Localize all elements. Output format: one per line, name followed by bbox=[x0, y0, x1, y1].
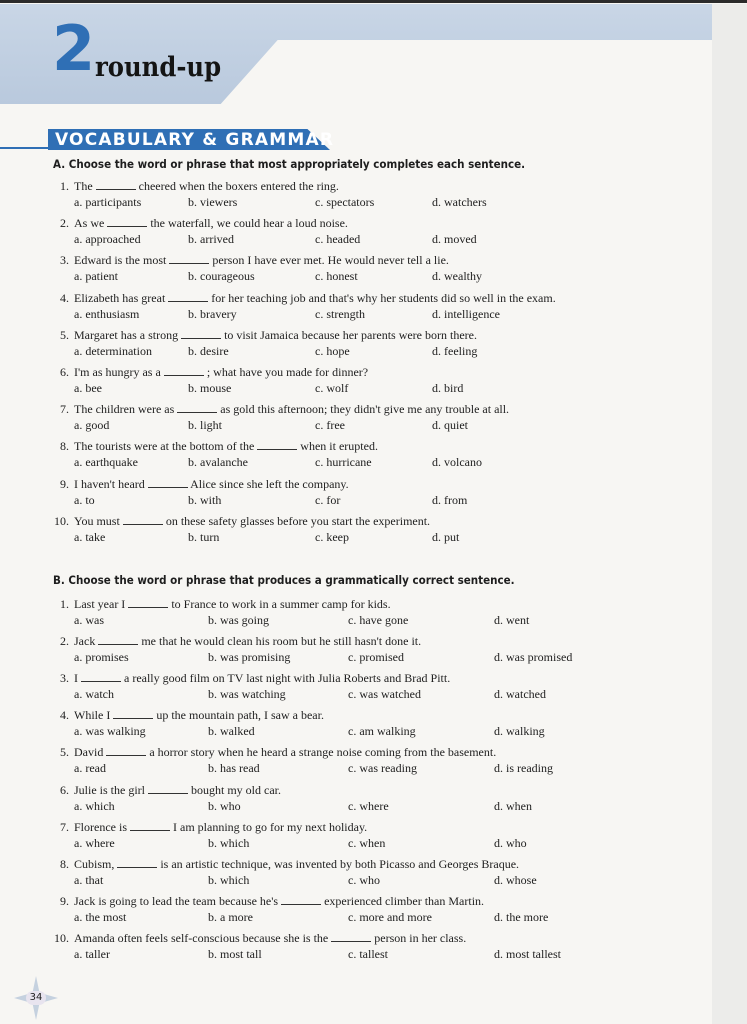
stem-before: The bbox=[74, 179, 93, 193]
option-d: d. the more bbox=[494, 909, 549, 924]
question-stem bbox=[74, 931, 466, 945]
option-b: b. was going bbox=[208, 613, 269, 627]
option-a: a. determination bbox=[74, 343, 152, 358]
option-c: c. free bbox=[315, 418, 345, 433]
option-b: b. most tall bbox=[208, 946, 262, 961]
option-c: c. am walking bbox=[348, 724, 416, 739]
question-stem bbox=[74, 708, 324, 722]
question-stem bbox=[74, 671, 450, 685]
option-c: c. strength bbox=[315, 306, 365, 321]
banner-rule bbox=[0, 147, 52, 149]
answer-blank bbox=[81, 671, 121, 682]
question-stem bbox=[74, 634, 421, 648]
answer-blank bbox=[164, 365, 204, 376]
stem-before: You must bbox=[74, 513, 120, 528]
stem-before: Amanda often feels self-conscious because she is the bbox=[74, 930, 329, 945]
answer-blank bbox=[117, 857, 157, 868]
option-a: a. bee bbox=[74, 381, 102, 395]
answer-blank bbox=[148, 477, 188, 488]
stem-after: me that he would clean his room but he still hasn't done it. bbox=[141, 634, 422, 649]
option-b: b. has read bbox=[208, 761, 260, 776]
part-a-instruction: A. Choose the word or phrase that most appropriately completes each sentence. bbox=[53, 157, 526, 171]
question-stem bbox=[74, 597, 391, 611]
option-a: a. was walking bbox=[74, 724, 146, 739]
stem-after: when it erupted. bbox=[300, 439, 378, 454]
question-number: 9. bbox=[60, 893, 69, 908]
option-a: a. was bbox=[74, 613, 104, 627]
option-b: b. walked bbox=[208, 724, 255, 739]
option-c: c. was reading bbox=[348, 761, 417, 776]
option-b: b. viewers bbox=[188, 195, 238, 209]
question-stem bbox=[74, 328, 477, 342]
option-b: b. which bbox=[208, 835, 250, 850]
stem-after: ; what have you made for dinner? bbox=[206, 365, 369, 379]
answer-blank bbox=[113, 708, 153, 719]
option-b: b. was watching bbox=[208, 687, 286, 702]
option-d: d. was promised bbox=[494, 650, 573, 665]
question-stem bbox=[74, 402, 509, 416]
stem-after: up the mountain path, I saw a bear. bbox=[156, 708, 324, 723]
option-a: a. promises bbox=[74, 650, 129, 665]
option-b: b. with bbox=[188, 492, 222, 507]
answer-blank bbox=[130, 820, 170, 831]
option-b: b. avalanche bbox=[188, 455, 248, 470]
answer-blank bbox=[98, 634, 138, 645]
stem-before: David bbox=[74, 745, 104, 760]
option-c: c. hurricane bbox=[315, 455, 372, 470]
question-item bbox=[0, 477, 747, 509]
stem-after: to France to work in a summer camp for kids. bbox=[171, 597, 391, 611]
stem-after: as gold this afternoon; they didn't give me any trouble at all. bbox=[220, 402, 510, 417]
question-item bbox=[0, 931, 747, 963]
stem-after: person I have ever met. He would never tell a lie. bbox=[212, 253, 449, 268]
section-title: VOCABULARY & GRAMMAR bbox=[55, 130, 335, 150]
question-item bbox=[0, 439, 747, 471]
question-item bbox=[0, 216, 747, 248]
option-c: c. hope bbox=[315, 343, 350, 358]
stem-after: a really good film on TV last night with Julia Roberts and Brad Pitt. bbox=[124, 671, 451, 686]
question-item bbox=[0, 857, 747, 889]
question-number: 5. bbox=[60, 745, 69, 760]
option-c: c. wolf bbox=[315, 381, 349, 395]
option-c: c. more and more bbox=[348, 909, 432, 924]
answer-blank bbox=[106, 745, 146, 756]
stem-before: As we bbox=[74, 216, 105, 231]
option-b: b. turn bbox=[188, 529, 220, 544]
option-d: d. watchers bbox=[432, 195, 487, 209]
option-c: c. spectators bbox=[315, 195, 375, 209]
option-d: d. quiet bbox=[432, 418, 468, 433]
question-item bbox=[0, 745, 747, 777]
stem-before: I haven't heard bbox=[74, 476, 145, 491]
option-d: d. most tallest bbox=[494, 946, 561, 961]
page-number-badge bbox=[14, 976, 58, 1020]
option-a: a. good bbox=[74, 418, 110, 433]
stem-after: experienced climber than Martin. bbox=[324, 893, 485, 908]
option-d: d. bird bbox=[432, 381, 464, 395]
question-number: 9. bbox=[60, 476, 69, 491]
option-a: a. earthquake bbox=[74, 455, 138, 470]
option-d: d. put bbox=[432, 529, 460, 544]
option-c: c. promised bbox=[348, 650, 404, 665]
stem-before: The children were as bbox=[74, 402, 175, 417]
question-stem bbox=[74, 894, 484, 908]
stem-before: Edward is the most bbox=[74, 253, 167, 268]
question-stem bbox=[74, 514, 430, 528]
answer-blank bbox=[177, 402, 217, 413]
option-c: c. have gone bbox=[348, 613, 409, 627]
question-number: 8. bbox=[60, 439, 69, 454]
option-a: a. enthusiasm bbox=[74, 306, 140, 321]
option-d: d. feeling bbox=[432, 343, 478, 358]
question-number: 8. bbox=[60, 856, 69, 871]
question-item bbox=[0, 402, 747, 434]
question-stem bbox=[74, 439, 378, 453]
question-number: 7. bbox=[60, 819, 69, 834]
question-number: 2. bbox=[60, 634, 69, 649]
question-stem bbox=[74, 179, 339, 193]
question-stem bbox=[74, 365, 368, 379]
question-number: 4. bbox=[60, 290, 69, 305]
option-c: c. who bbox=[348, 872, 380, 887]
answer-blank bbox=[96, 179, 136, 190]
page-number: 34 bbox=[26, 991, 46, 1005]
question-item bbox=[0, 179, 747, 211]
stem-before: Last year I bbox=[74, 597, 126, 611]
option-c: c. for bbox=[315, 492, 341, 507]
option-a: a. taller bbox=[74, 946, 110, 961]
stem-before: Jack bbox=[74, 634, 96, 649]
stem-after: bought my old car. bbox=[191, 782, 281, 797]
question-item bbox=[0, 514, 747, 546]
stem-before: Florence is bbox=[74, 819, 127, 834]
top-border bbox=[0, 0, 747, 3]
option-d: d. wealthy bbox=[432, 269, 482, 284]
answer-blank bbox=[168, 291, 208, 302]
answer-blank bbox=[107, 216, 147, 227]
stem-before: While I bbox=[74, 708, 111, 723]
question-item bbox=[0, 597, 747, 629]
option-b: b. a more bbox=[208, 909, 253, 924]
option-a: a. which bbox=[74, 798, 115, 813]
question-item bbox=[0, 328, 747, 360]
stem-before: The tourists were at the bottom of the bbox=[74, 439, 255, 454]
option-b: b. arrived bbox=[188, 232, 234, 247]
option-a: a. that bbox=[74, 872, 104, 887]
option-d: d. who bbox=[494, 835, 527, 850]
option-c: c. tallest bbox=[348, 946, 388, 961]
stem-after: Alice since she left the company. bbox=[190, 476, 349, 491]
question-stem bbox=[74, 783, 281, 797]
question-item bbox=[0, 894, 747, 926]
stem-after: on these safety glasses before you start the experiment. bbox=[165, 513, 431, 528]
question-number: 3. bbox=[60, 671, 69, 686]
question-stem bbox=[74, 216, 348, 230]
answer-blank bbox=[128, 597, 168, 608]
stem-after: the waterfall, we could hear a loud noise. bbox=[150, 216, 348, 231]
answer-blank bbox=[148, 783, 188, 794]
question-stem bbox=[74, 857, 519, 871]
answer-blank bbox=[257, 439, 297, 450]
option-b: b. courageous bbox=[188, 269, 255, 284]
option-d: d. when bbox=[494, 798, 532, 813]
stem-after: a horror story when he heard a strange noise coming from the basement. bbox=[149, 745, 497, 760]
question-item bbox=[0, 708, 747, 740]
question-stem bbox=[74, 477, 349, 491]
option-b: b. who bbox=[208, 798, 241, 813]
option-b: b. bravery bbox=[188, 306, 237, 321]
option-d: d. volcano bbox=[432, 455, 482, 470]
option-a: a. to bbox=[74, 492, 95, 507]
answer-blank bbox=[331, 931, 371, 942]
question-item bbox=[0, 820, 747, 852]
question-number: 6. bbox=[60, 782, 69, 797]
option-d: d. is reading bbox=[494, 761, 553, 776]
option-b: b. mouse bbox=[188, 381, 232, 395]
stem-after: cheered when the boxers entered the ring. bbox=[138, 179, 339, 193]
option-d: d. from bbox=[432, 492, 468, 507]
option-b: b. desire bbox=[188, 343, 229, 358]
question-number: 3. bbox=[60, 253, 69, 268]
option-d: d. intelligence bbox=[432, 306, 500, 321]
question-number: 7. bbox=[60, 402, 69, 417]
question-number: 2. bbox=[60, 216, 69, 231]
option-a: a. the most bbox=[74, 909, 127, 924]
option-a: a. approached bbox=[74, 232, 141, 247]
stem-before: Elizabeth has great bbox=[74, 290, 166, 305]
stem-after: person in her class. bbox=[374, 930, 467, 945]
option-a: a. participants bbox=[74, 195, 142, 209]
option-d: d. moved bbox=[432, 232, 477, 247]
option-a: a. patient bbox=[74, 269, 118, 284]
option-d: d. went bbox=[494, 613, 530, 627]
question-stem bbox=[74, 745, 496, 759]
stem-after: to visit Jamaica because her parents were born there. bbox=[224, 327, 477, 342]
stem-before: I'm as hungry as a bbox=[74, 365, 161, 379]
stem-after: I am planning to go for my next holiday. bbox=[173, 819, 368, 834]
question-number: 5. bbox=[60, 327, 69, 342]
answer-blank bbox=[169, 253, 209, 264]
question-number: 10. bbox=[54, 513, 69, 528]
question-item bbox=[0, 783, 747, 815]
unit-number: 2 bbox=[52, 12, 94, 85]
option-a: a. read bbox=[74, 761, 106, 776]
question-item bbox=[0, 634, 747, 666]
section-banner bbox=[0, 128, 335, 152]
question-number: 1. bbox=[60, 597, 69, 611]
option-d: d. watched bbox=[494, 687, 546, 702]
question-item bbox=[0, 365, 747, 397]
answer-blank bbox=[181, 328, 221, 339]
option-b: b. which bbox=[208, 872, 250, 887]
option-b: b. was promising bbox=[208, 650, 291, 665]
option-c: c. was watched bbox=[348, 687, 421, 702]
answer-blank bbox=[281, 894, 321, 905]
option-a: a. take bbox=[74, 529, 106, 544]
answer-blank bbox=[123, 514, 163, 525]
question-number: 10. bbox=[54, 930, 69, 945]
stem-before: Jack is going to lead the team because he's bbox=[74, 893, 279, 908]
stem-after: for her teaching job and that's why her students did so well in the exam. bbox=[211, 290, 556, 305]
option-c: c. headed bbox=[315, 232, 361, 247]
stem-after: is an artistic technique, was invented by both Picasso and Georges Braque. bbox=[160, 856, 520, 871]
question-item bbox=[0, 291, 747, 323]
question-item bbox=[0, 671, 747, 703]
option-a: a. watch bbox=[74, 687, 114, 702]
option-c: c. keep bbox=[315, 529, 349, 544]
question-item bbox=[0, 253, 747, 285]
stem-before: Margaret has a strong bbox=[74, 327, 179, 342]
option-c: c. honest bbox=[315, 269, 358, 284]
question-number: 1. bbox=[60, 179, 69, 193]
stem-before: I bbox=[74, 671, 78, 686]
option-d: d. walking bbox=[494, 724, 545, 739]
stem-before: Julie is the girl bbox=[74, 782, 145, 797]
stem-before: Cubism, bbox=[74, 856, 115, 871]
question-stem bbox=[74, 291, 556, 305]
option-d: d. whose bbox=[494, 872, 537, 887]
option-a: a. where bbox=[74, 835, 115, 850]
question-stem bbox=[74, 820, 367, 834]
question-stem bbox=[74, 253, 449, 267]
part-b-instruction: B. Choose the word or phrase that produces a grammatically correct sentence. bbox=[53, 573, 515, 587]
unit-title: round-up bbox=[95, 52, 222, 83]
question-number: 6. bbox=[60, 365, 69, 379]
option-b: b. light bbox=[188, 418, 223, 433]
option-c: c. when bbox=[348, 835, 386, 850]
option-c: c. where bbox=[348, 798, 389, 813]
question-number: 4. bbox=[60, 708, 69, 723]
